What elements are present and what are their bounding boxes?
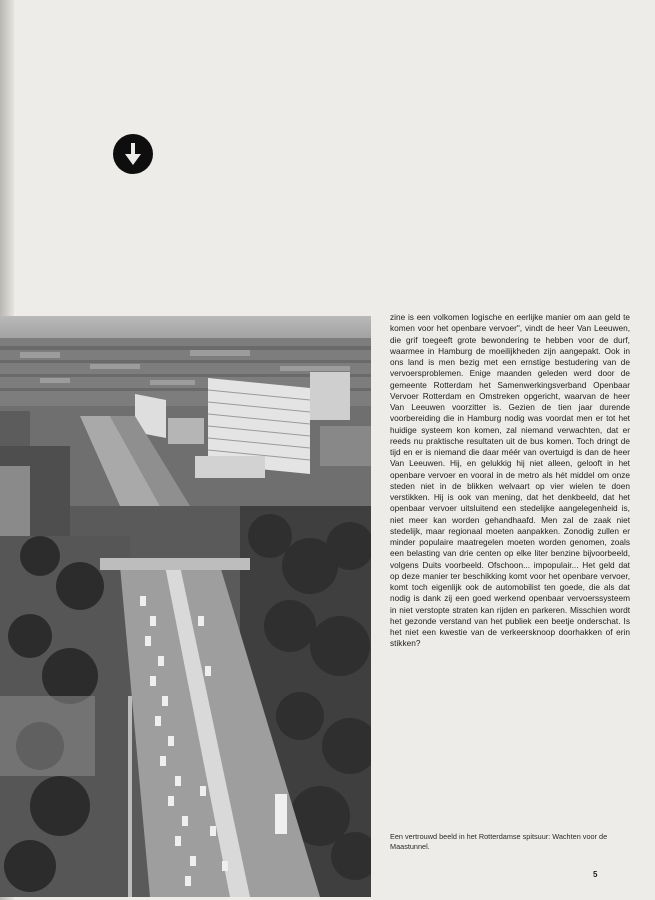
article-body <box>390 312 630 650</box>
aerial-traffic-photo <box>0 316 371 897</box>
down-arrow-icon <box>113 134 153 174</box>
article-paragraph: zine is een volkomen logische en eerlijke manier om aan geld te komen voor het openbare vervoer", vindt de heer Van Leeuwen, die grif toegeeft grote bewondering te hebben voor de durf, waarmee in Hamburg de moeilijkheden zijn aangepakt. Ook in ons land is men bezig met een ernstige bestudering van de vervoersproblemen. Enige maanden geleden werd door de gemeente Rotterdam het Samenwerkingsverband Openbaar Vervoer Rotterdam en Omstreken opgericht, waarvan de heer Van Leeuwen voorzitter is. Gezien de tien jaar durende voorbereiding die in Hamburg nodig was voordat men er tot het huidige systeem kon komen, zal niemand verwachten, dat er reeds nu praktische resultaten uit de bus komen. Toch dringt de tijd en er is niemand die daar méér van overtuigd is dan de heer Van Leeuwen. Hij, en gelukkig hij niet alleen, gelooft in het openbare vervoer en vooral in de metro als hét middel om onze steden niet in de blikken welvaart op vier wielen te doen verstikken. Hij is ook van mening, dat het denkbeeld, dat het openbaar vervoer uitsluitend een stedelijke aangelegenheid is, niet meer kan worden gehandhaafd. Men zal de zaak niet stedelijk, maar regionaal moeten aanpakken. Zonodig zullen er minder populaire maatregelen moeten worden genomen, zoals een belasting van drie centen op elke liter benzine bijvoorbeeld, volgens Duits voorbeeld. Ofschoon... impopulair... Het geld dat op deze manier ter beschikking komt voor het openbare vervoer, komt toch eigenlijk ook de automobilist ten goede, die als dat nodig is dank zij een goed werkend openbaar vervoerssysteem in niet verstopte straten kan rijden en parkeren. Misschien wordt het gezonde verstand van het publiek een beetje onderschat. Is het niet een kwestie van de verkeersknoop doorhakken of erin stikken? <box>390 312 630 649</box>
photo-caption: Een vertrouwd beeld in het Rotterdamse spitsuur: Wachten voor de Maastunnel. <box>390 832 608 851</box>
page-number: 5 <box>593 870 598 879</box>
